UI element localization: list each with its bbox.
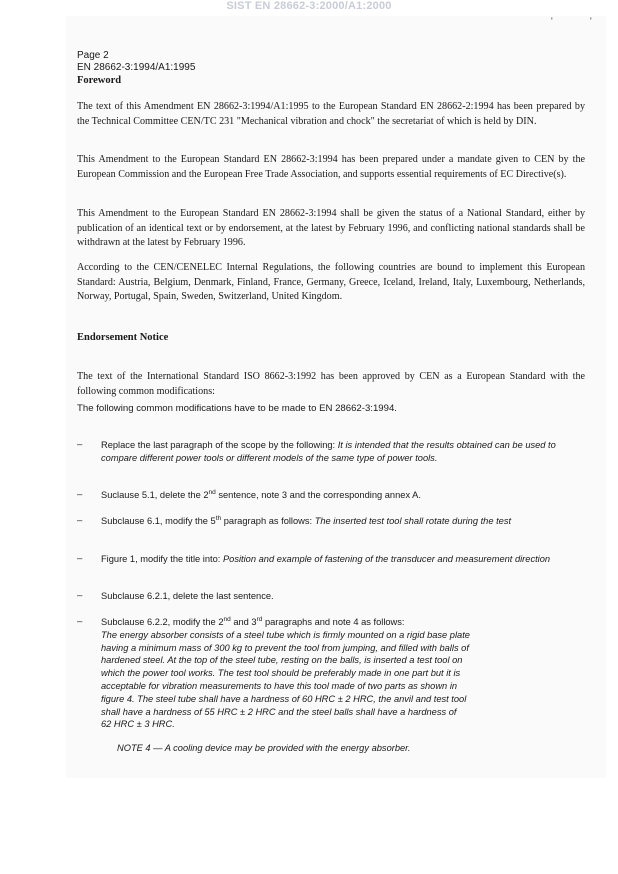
replacement-text-line: 62 HRC ± 3 HRC. (101, 719, 175, 730)
replacement-text-line: having a minimum mass of 300 kg to prevent the tool from jumping, and filled with balls of (101, 642, 469, 653)
list-item-lead: Figure 1, modify the title into: (101, 554, 223, 564)
replacement-text-line: figure 4. The steel tube shall have a hardness of 60 HRC ± 2 HRC, the anvil and test tool (101, 693, 467, 704)
superscript: rd (256, 615, 263, 623)
replacement-text-line: shall have a hardness of 55 HRC ± 2 HRC and the steel balls shall have a hardness of (101, 706, 457, 717)
scan-speck: ' (590, 16, 592, 26)
list-item-italic: The inserted test tool shall rotate during the test (314, 516, 512, 526)
list-item-lead: Suclause 5.1, delete the 2 (101, 490, 209, 500)
list-item-italic: It is intended that the results obtained can be used to compare different power tools or different models of the same type of power tools. (101, 440, 556, 463)
bullet-dash: – (77, 515, 83, 526)
list-item-text (101, 439, 557, 465)
replacement-text-line: The energy absorber consists of a steel tube which is firmly mounted on a rigid base plate (101, 629, 470, 640)
bullet-dash: – (77, 489, 83, 500)
watermark: SIST EN 28662-3:2000/A1:2000 (226, 0, 392, 12)
bullet-dash: – (77, 439, 83, 450)
bullet-dash: – (77, 616, 83, 627)
foreword-paragraph-1: The text of this Amendment EN 28662-3:1994/A1:1995 to the European Standard EN 28662-2:1994 has been prepared by the Technical Committee CEN/TC 231 "Mechanical vibration and chock" the secretariat of which is held by DIN. (77, 101, 585, 127)
foreword-paragraph-2: This Amendment to the European Standard EN 28662-3:1994 has been prepared under a mandate given to CEN by the European Commission and the European Free Trade Association, and supports essential requirements of EC Directive(s). (77, 154, 585, 180)
replacement-text-line: hardened steel. At the top of the steel tube, resting on the balls, is inserted a test tool on (101, 655, 463, 666)
list-item-italic: Position and example of fastening of the transducer and measurement direction (222, 554, 551, 564)
replacement-text-line: which the power tool works. The test tool should be preferably made in one part but it is (101, 668, 461, 679)
list-item-text: Subclause 6.2.1, delete the last sentence. (101, 591, 274, 601)
bullet-dash: – (77, 553, 83, 564)
list-item-lead: Subclause 6.2.2, modify the 2 (101, 617, 224, 627)
page-number: Page 2 (77, 50, 109, 61)
modifications-line: The following common modifications have to be made to EN 28662-3:1994. (77, 403, 397, 414)
list-item-tail: paragraph as follows: (221, 516, 315, 526)
list-item-text (101, 489, 557, 502)
scan-speck: ' (551, 16, 553, 26)
list-item-tail: sentence, note 3 and the corresponding annex A. (215, 490, 421, 500)
note-4: NOTE 4 — A cooling device may be provided with the energy absorber. (117, 743, 411, 753)
superscript: nd (208, 488, 216, 496)
list-item-text (101, 553, 557, 566)
endorsement-heading: Endorsement Notice (77, 332, 169, 343)
list-item-lead: Subclause 6.1, modify the 5 (101, 516, 216, 526)
document-reference: EN 28662-3:1994/A1:1995 (77, 62, 196, 73)
foreword-paragraph-3: This Amendment to the European Standard EN 28662-3:1994 shall be given the status of a National Standard, either by publication of an identical text or by endorsement, at the latest by February 1996, and conflicting national standards shall be withdrawn at the latest by February 1996. (77, 208, 585, 249)
list-item-text (101, 515, 557, 528)
bullet-dash: – (77, 590, 83, 601)
list-item-mid: and 3 (230, 617, 257, 627)
superscript: th (215, 514, 222, 522)
list-item-lead: Replace the last paragraph of the scope by the following: (101, 440, 338, 450)
foreword-heading: Foreword (77, 75, 122, 86)
list-item-text (101, 616, 557, 731)
list-item-tail: paragraphs and note 4 as follows: (262, 617, 405, 627)
replacement-text-line: acceptable for vibration measurements to have this tool made of two parts as shown in (101, 680, 458, 691)
superscript: nd (223, 615, 231, 623)
endorsement-intro: The text of the International Standard ISO 8662-3:1992 has been approved by CEN as a European Standard with the following common modifications: (77, 371, 585, 397)
foreword-paragraph-4: According to the CEN/CENELEC Internal Regulations, the following countries are bound to implement this European Standard: Austria, Belgium, Denmark, Finland, France, Germany, Greece, Iceland, Ireland, Italy, Luxembourg, Netherlands, Norway, Portugal, Spain, Sweden, Switzerland, United Kingdom. (77, 262, 585, 303)
